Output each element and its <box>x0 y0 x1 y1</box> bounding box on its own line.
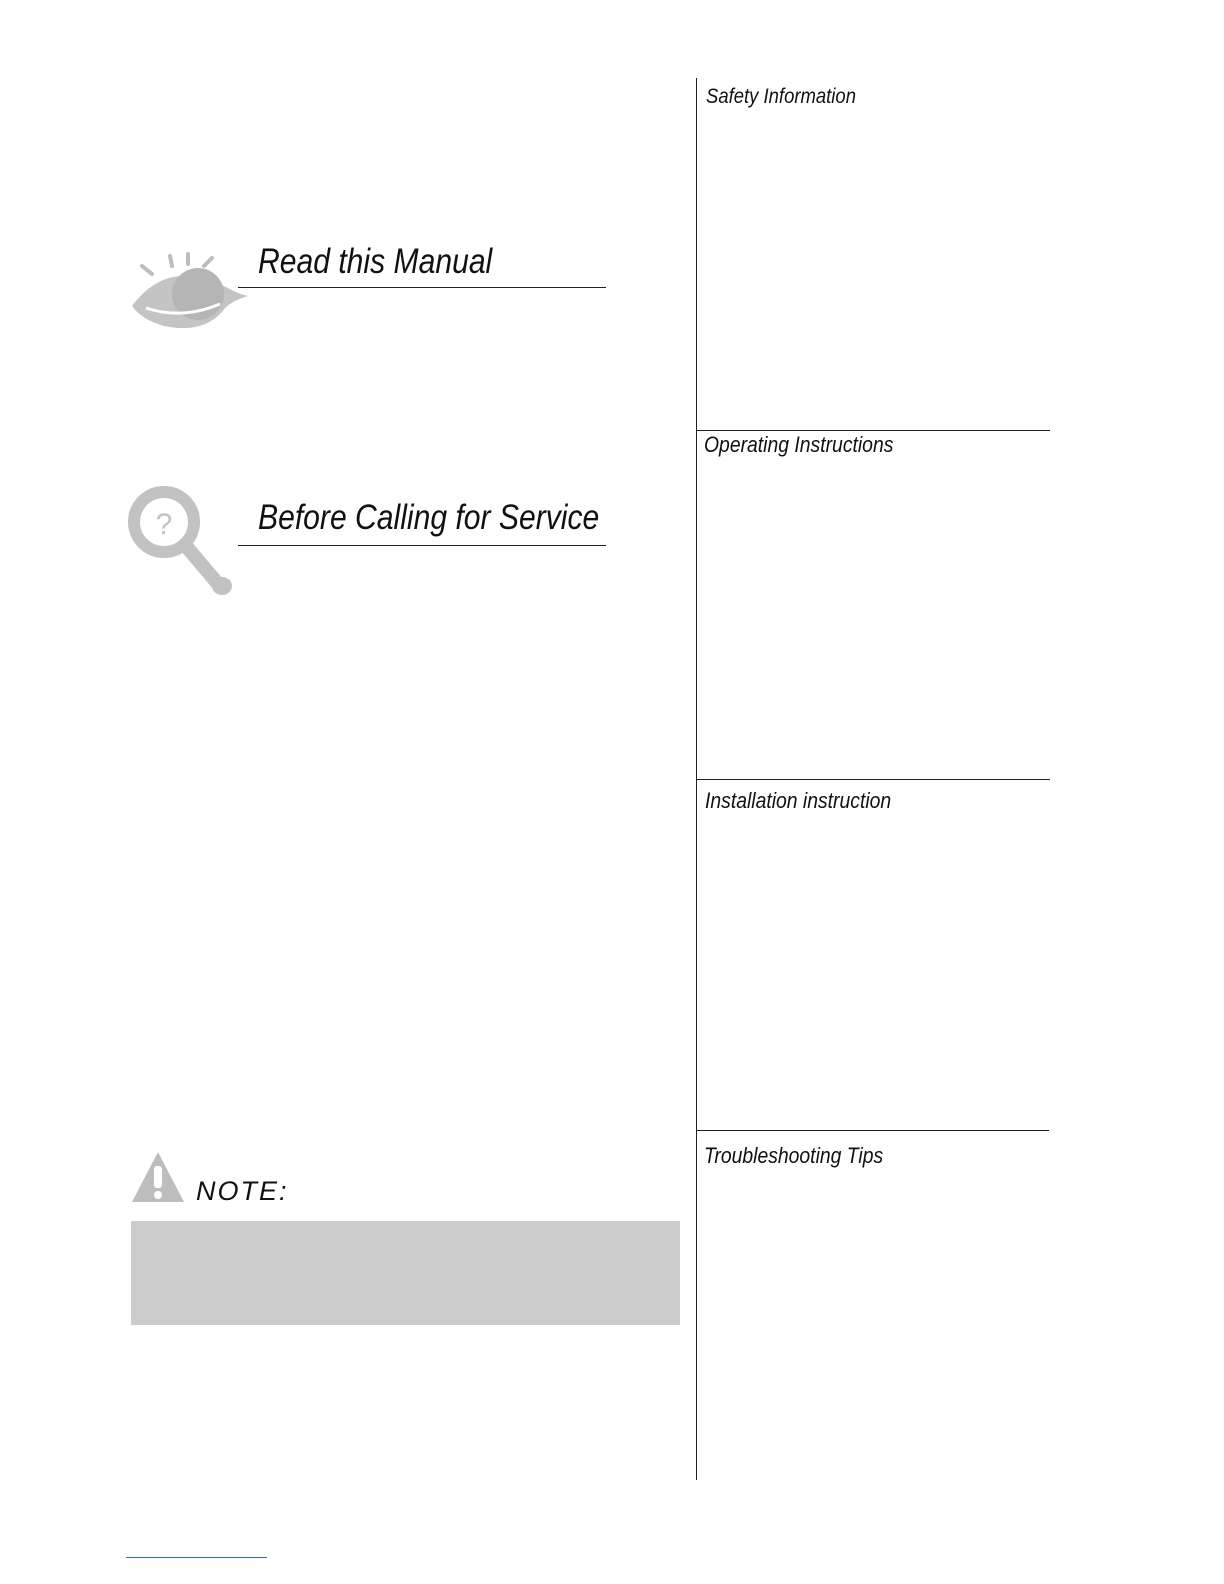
sidebar-rule-troubleshooting <box>697 1130 1049 1131</box>
sidebar-label-safety: Safety Information <box>706 85 856 108</box>
sidebar-rule-installation <box>697 779 1050 780</box>
read-manual-title: Read this Manual <box>258 242 493 281</box>
read-manual-underline <box>238 287 606 288</box>
note-label: NOTE: <box>196 1176 289 1206</box>
sidebar-label-troubleshooting: Troubleshooting Tips <box>704 1143 884 1168</box>
sidebar-label-operating: Operating Instructions <box>704 432 894 457</box>
before-service-underline <box>238 545 606 546</box>
magnifier-question-icon <box>126 484 238 598</box>
sidebar-rule-operating <box>697 430 1050 431</box>
eye-icon <box>128 250 252 330</box>
footer-link-underline[interactable] <box>126 1557 267 1558</box>
note-box <box>131 1221 680 1325</box>
warning-triangle-icon <box>130 1150 186 1204</box>
sidebar-label-installation: Installation instruction <box>705 788 892 813</box>
svg-text:?: ? <box>155 508 173 541</box>
before-service-title: Before Calling for Service <box>258 498 600 537</box>
